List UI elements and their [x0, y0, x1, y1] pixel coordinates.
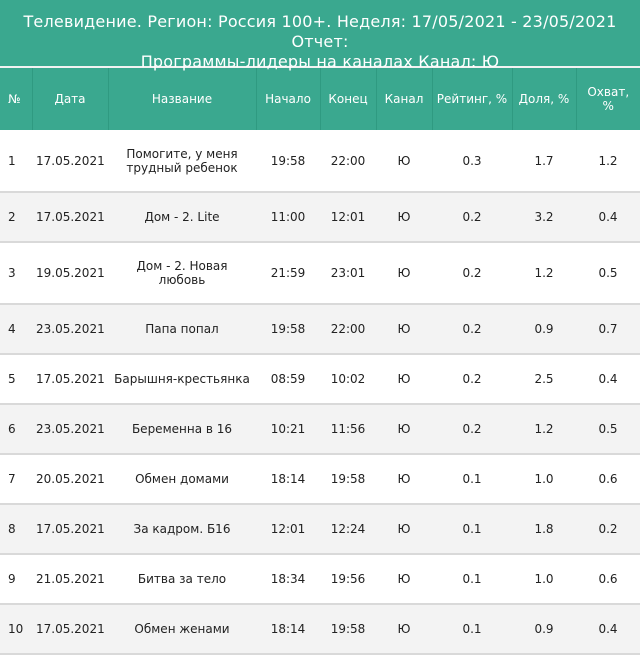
cell-name: За кадром. Б16	[108, 504, 256, 554]
cell-name: Папа попал	[108, 304, 256, 354]
cell-reach: 0.5	[576, 404, 640, 454]
cell-channel: Ю	[376, 454, 432, 504]
cell-reach: 0.6	[576, 454, 640, 504]
table-row	[0, 504, 640, 554]
cell-rating: 0.2	[432, 404, 512, 454]
cell-end: 12:01	[320, 192, 376, 242]
cell-end: 12:24	[320, 504, 376, 554]
cell-start: 19:58	[256, 304, 320, 354]
cell-channel: Ю	[376, 304, 432, 354]
cell-channel: Ю	[376, 242, 432, 304]
cell-start: 12:01	[256, 504, 320, 554]
cell-date: 17.05.2021	[32, 192, 108, 242]
column-header-channel[interactable]: Канал	[376, 68, 432, 130]
cell-name: Барышня-крестьянка	[108, 354, 256, 404]
cell-share: 1.2	[512, 242, 576, 304]
cell-share: 1.8	[512, 504, 576, 554]
cell-reach: 0.5	[576, 242, 640, 304]
cell-channel: Ю	[376, 130, 432, 192]
cell-name: Дом - 2. Новая любовь	[108, 242, 256, 304]
cell-number: 5	[0, 354, 32, 404]
cell-share: 1.2	[512, 404, 576, 454]
cell-channel: Ю	[376, 192, 432, 242]
cell-number: 9	[0, 554, 32, 604]
cell-rating: 0.3	[432, 130, 512, 192]
cell-reach: 0.4	[576, 604, 640, 654]
cell-number: 2	[0, 192, 32, 242]
column-header-start[interactable]: Начало	[256, 68, 320, 130]
table-header-row	[0, 68, 640, 130]
column-header-name[interactable]: Название	[108, 68, 256, 130]
cell-number: 6	[0, 404, 32, 454]
cell-start: 10:21	[256, 404, 320, 454]
cell-start: 19:58	[256, 130, 320, 192]
cell-rating: 0.2	[432, 304, 512, 354]
cell-share: 0.9	[512, 304, 576, 354]
cell-reach: 0.4	[576, 192, 640, 242]
cell-channel: Ю	[376, 554, 432, 604]
cell-rating: 0.2	[432, 192, 512, 242]
cell-start: 18:14	[256, 454, 320, 504]
cell-end: 22:00	[320, 130, 376, 192]
cell-start: 08:59	[256, 354, 320, 404]
cell-start: 18:14	[256, 604, 320, 654]
cell-date: 23.05.2021	[32, 304, 108, 354]
cell-reach: 0.6	[576, 554, 640, 604]
column-header-end[interactable]: Конец	[320, 68, 376, 130]
cell-share: 2.5	[512, 354, 576, 404]
cell-date: 17.05.2021	[32, 354, 108, 404]
cell-rating: 0.1	[432, 454, 512, 504]
cell-channel: Ю	[376, 404, 432, 454]
cell-name: Беременна в 16	[108, 404, 256, 454]
table-row	[0, 604, 640, 654]
cell-name: Обмен домами	[108, 454, 256, 504]
cell-number: 4	[0, 304, 32, 354]
cell-number: 10	[0, 604, 32, 654]
column-header-date[interactable]: Дата	[32, 68, 108, 130]
table-row	[0, 304, 640, 354]
report-title	[0, 0, 640, 71]
table-row	[0, 192, 640, 242]
cell-share: 1.7	[512, 130, 576, 192]
table-row	[0, 242, 640, 304]
cell-share: 0.9	[512, 604, 576, 654]
cell-date: 19.05.2021	[32, 242, 108, 304]
cell-date: 23.05.2021	[32, 404, 108, 454]
table-row	[0, 354, 640, 404]
cell-reach: 0.7	[576, 304, 640, 354]
table-row	[0, 130, 640, 192]
cell-number: 8	[0, 504, 32, 554]
cell-date: 17.05.2021	[32, 504, 108, 554]
cell-rating: 0.1	[432, 504, 512, 554]
cell-end: 19:58	[320, 604, 376, 654]
cell-channel: Ю	[376, 604, 432, 654]
cell-channel: Ю	[376, 354, 432, 404]
table-row	[0, 554, 640, 604]
cell-name: Битва за тело	[108, 554, 256, 604]
cell-rating: 0.1	[432, 604, 512, 654]
cell-name: Обмен женами	[108, 604, 256, 654]
cell-reach: 1.2	[576, 130, 640, 192]
cell-name: Дом - 2. Lite	[108, 192, 256, 242]
cell-share: 3.2	[512, 192, 576, 242]
column-header-number[interactable]: №	[0, 68, 32, 130]
cell-number: 7	[0, 454, 32, 504]
table-row	[0, 454, 640, 504]
cell-number: 3	[0, 242, 32, 304]
cell-rating: 0.2	[432, 354, 512, 404]
cell-end: 11:56	[320, 404, 376, 454]
cell-number: 1	[0, 130, 32, 192]
cell-channel: Ю	[376, 504, 432, 554]
cell-start: 18:34	[256, 554, 320, 604]
cell-reach: 0.4	[576, 354, 640, 404]
cell-reach: 0.2	[576, 504, 640, 554]
column-header-reach[interactable]: Охват, %	[576, 68, 640, 130]
cell-end: 23:01	[320, 242, 376, 304]
cell-end: 19:56	[320, 554, 376, 604]
programs-table	[0, 68, 640, 655]
cell-rating: 0.1	[432, 554, 512, 604]
column-header-rating[interactable]: Рейтинг, %	[432, 68, 512, 130]
table-row	[0, 404, 640, 454]
cell-date: 20.05.2021	[32, 454, 108, 504]
cell-end: 19:58	[320, 454, 376, 504]
report-title-line-1: Телевидение. Регион: Россия 100+. Неделя: 17/05/2021 - 23/05/2021 Отчет:	[23, 12, 617, 51]
column-header-share[interactable]: Доля, %	[512, 68, 576, 130]
cell-share: 1.0	[512, 454, 576, 504]
cell-date: 21.05.2021	[32, 554, 108, 604]
cell-start: 11:00	[256, 192, 320, 242]
report-title-line-2: Программы-лидеры на каналах Канал: Ю	[140, 52, 500, 71]
cell-name: Помогите, у меня трудный ребенок	[108, 130, 256, 192]
cell-date: 17.05.2021	[32, 130, 108, 192]
cell-end: 10:02	[320, 354, 376, 404]
cell-end: 22:00	[320, 304, 376, 354]
cell-rating: 0.2	[432, 242, 512, 304]
cell-start: 21:59	[256, 242, 320, 304]
cell-date: 17.05.2021	[32, 604, 108, 654]
cell-share: 1.0	[512, 554, 576, 604]
